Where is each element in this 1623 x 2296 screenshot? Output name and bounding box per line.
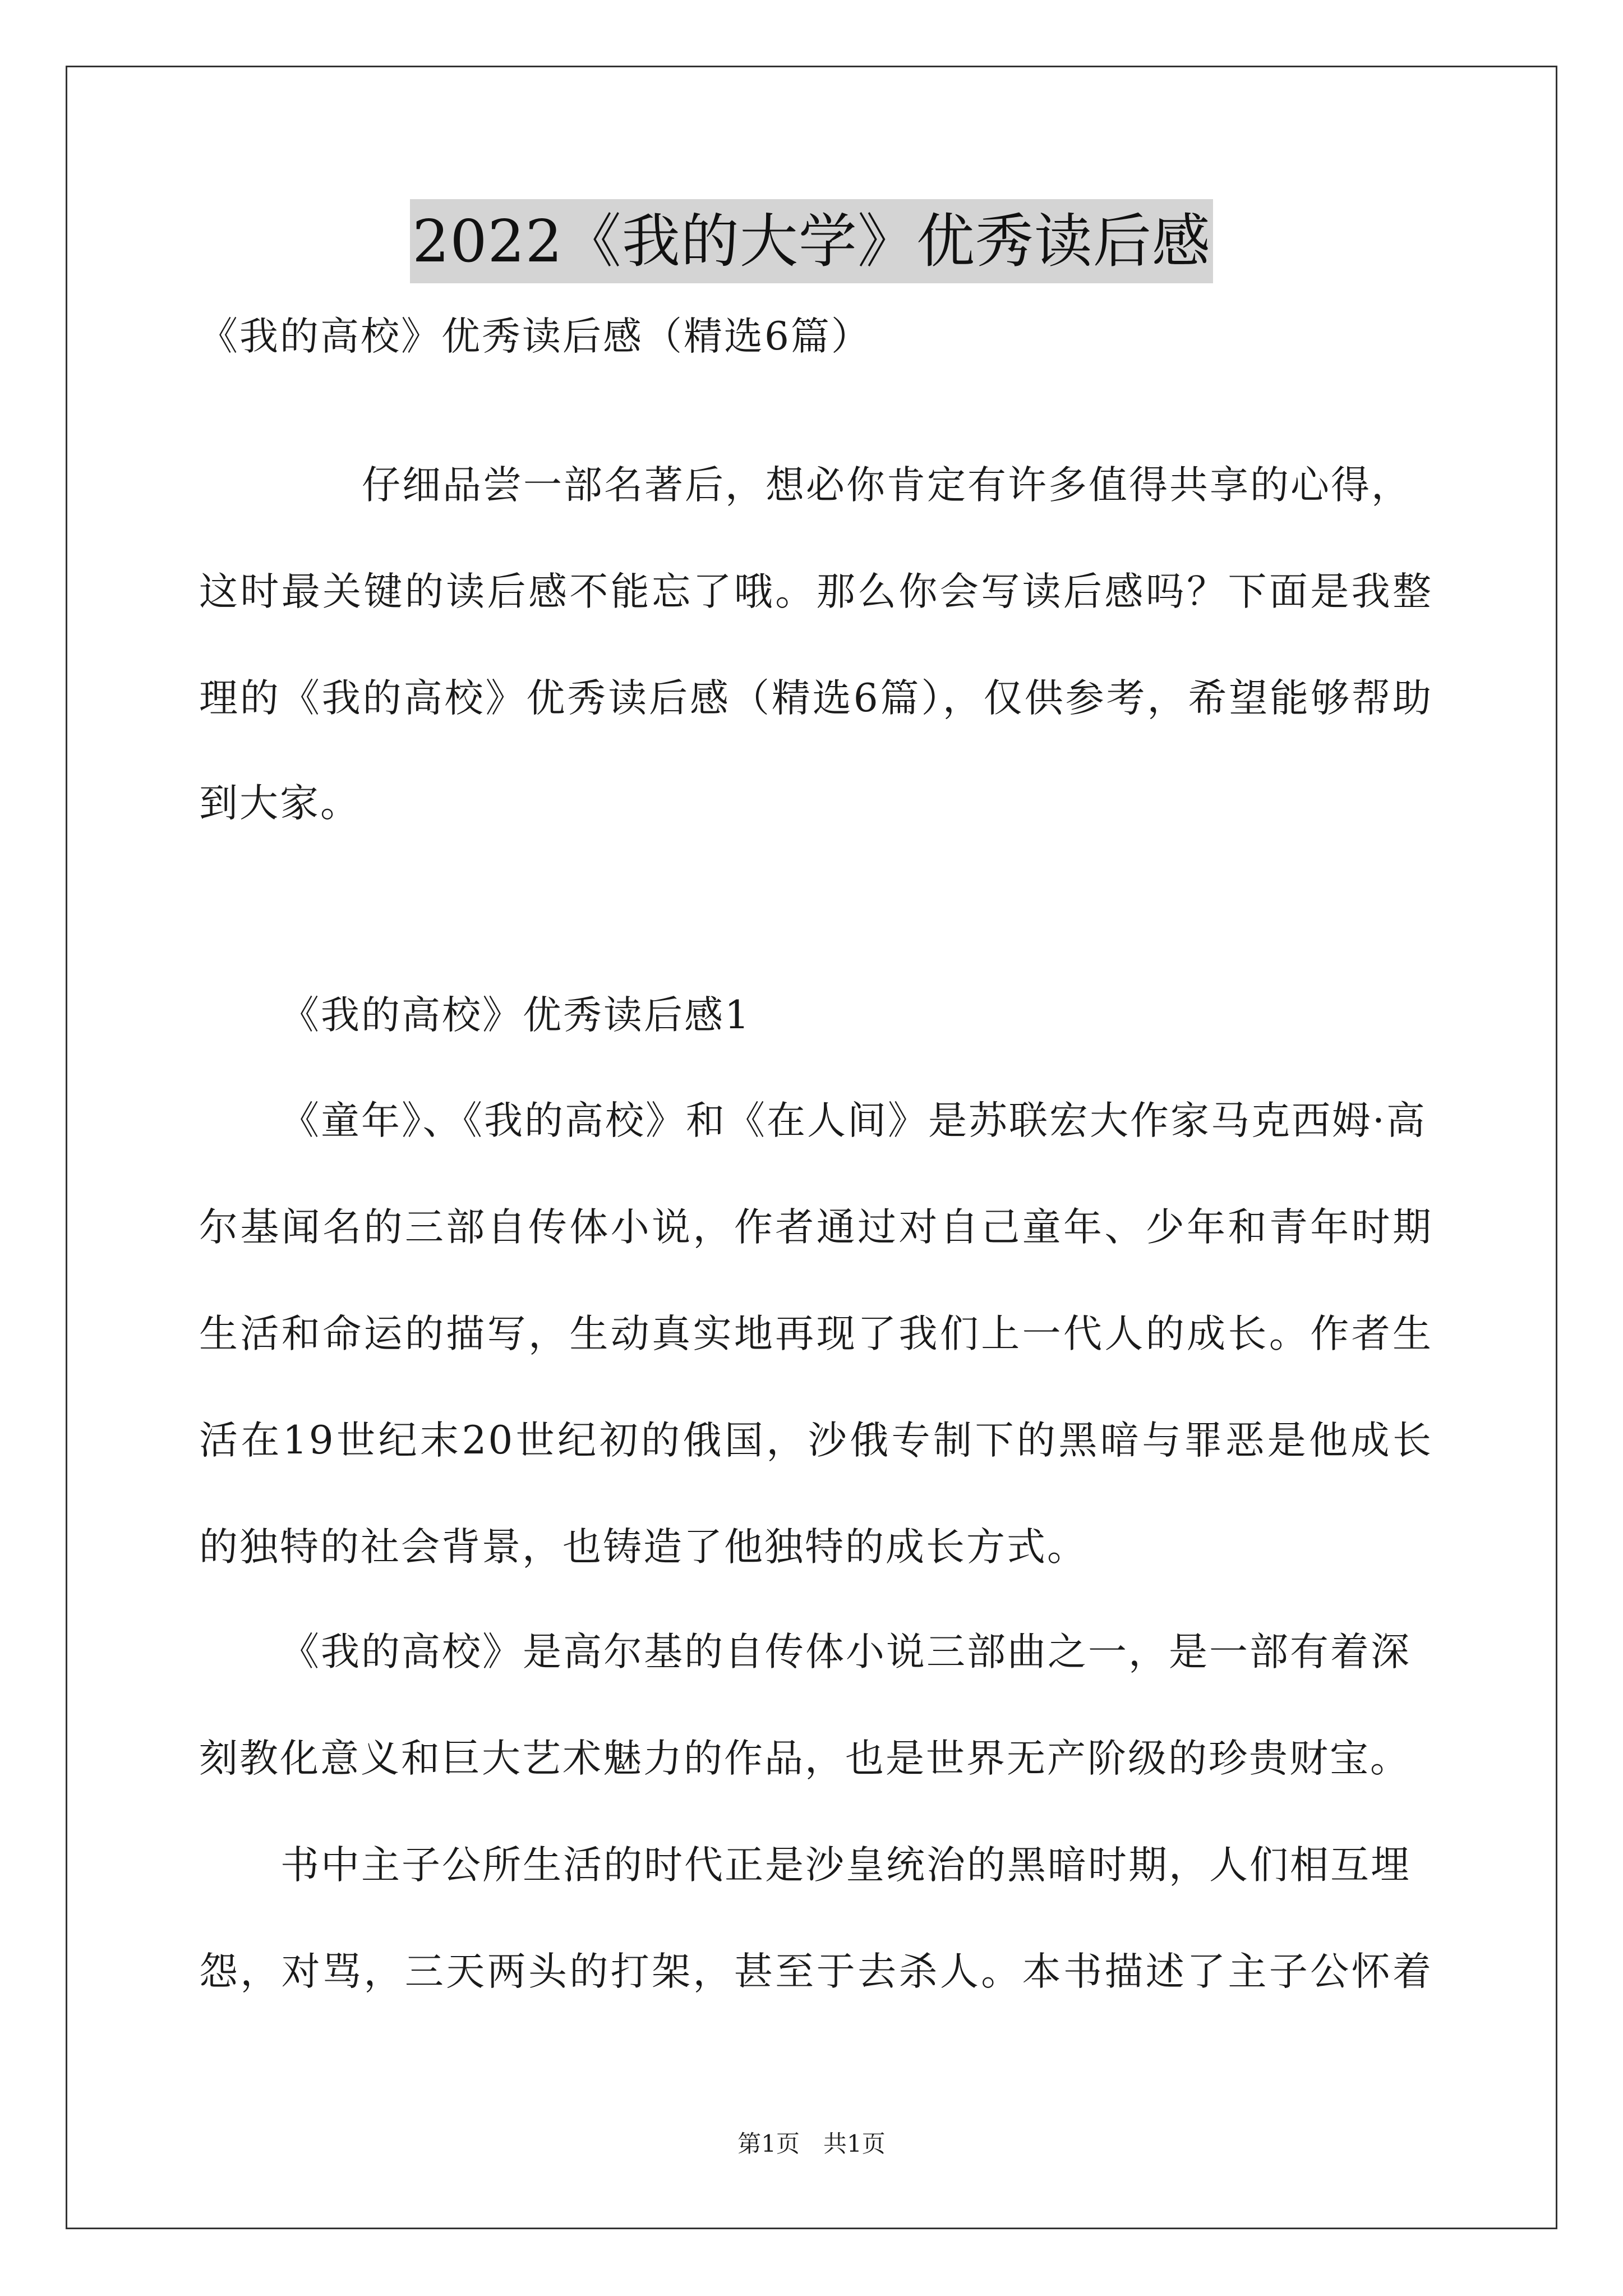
paragraph-line: 《我的高校》是高尔基的自传体小说三部曲之一，是一部有着深 (280, 1630, 1411, 1674)
intro-line: 到大家。 (199, 781, 361, 826)
paragraph-line: 生活和命运的描写，生动真实地再现了我们上一代人的成长。作者生 (199, 1312, 1433, 1356)
title-container (0, 199, 1623, 283)
document-title: 2022《我的大学》优秀读后感 (410, 199, 1213, 283)
page-border (66, 66, 1557, 2229)
paragraph-line: 刻教化意义和巨大艺术魅力的作品，也是世界无产阶级的珍贵财宝。 (199, 1736, 1410, 1781)
paragraph-line: 怨，对骂，三天两头的打架，甚至于去杀人。本书描述了主子公怀着 (199, 1949, 1433, 1994)
paragraph-line: 尔基闻名的三部自传体小说，作者通过对自己童年、少年和青年时期 (199, 1205, 1433, 1250)
section-heading: 《我的高校》优秀读后感1 (280, 993, 751, 1038)
intro-line: 理的《我的高校》优秀读后感（精选6篇），仅供参考，希望能够帮助 (199, 676, 1433, 721)
paragraph-line: 书中主子公所生活的时代正是沙皇统治的黑暗时期，人们相互埋 (280, 1843, 1411, 1888)
intro-line: 仔细品尝一部名著后，想必你肯定有许多值得共享的心得， (362, 463, 1412, 508)
paragraph-line: 活在19世纪末20世纪初的俄国，沙俄专制下的黑暗与罪恶是他成长 (199, 1418, 1433, 1463)
intro-line: 这时最关键的读后感不能忘了哦。那么你会写读后感吗？下面是我整 (199, 569, 1433, 614)
paragraph-line: 《童年》、《我的高校》和《在人间》是苏联宏大作家马克西姆·高 (280, 1098, 1427, 1143)
page-footer: 第1页 共1页 (737, 2130, 886, 2157)
subtitle: 《我的高校》优秀读后感（精选6篇） (199, 314, 872, 359)
paragraph-line: 的独特的社会背景，也铸造了他独特的成长方式。 (199, 1525, 1087, 1570)
